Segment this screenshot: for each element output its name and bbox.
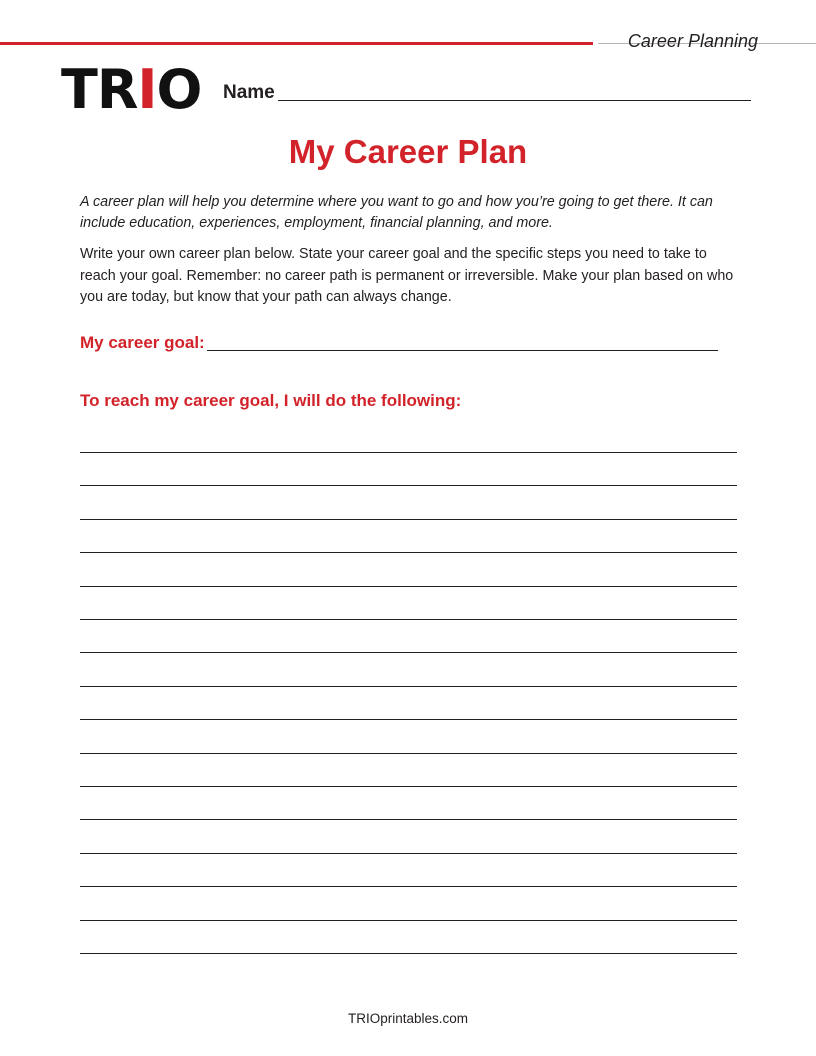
write-line[interactable] bbox=[80, 920, 737, 921]
write-line[interactable] bbox=[80, 619, 737, 620]
write-line[interactable] bbox=[80, 586, 737, 587]
steps-label: To reach my career goal, I will do the following: bbox=[80, 391, 462, 410]
write-line[interactable] bbox=[80, 886, 737, 887]
write-line[interactable] bbox=[80, 552, 737, 553]
write-line[interactable] bbox=[80, 652, 737, 653]
write-line[interactable] bbox=[80, 953, 737, 954]
write-line[interactable] bbox=[80, 853, 737, 854]
write-line[interactable] bbox=[80, 786, 737, 787]
logo-text-start: TR bbox=[61, 58, 138, 121]
write-line[interactable] bbox=[80, 819, 737, 820]
write-line[interactable] bbox=[80, 753, 737, 754]
write-line[interactable] bbox=[80, 485, 737, 486]
write-line[interactable] bbox=[80, 719, 737, 720]
logo-text-accent: I bbox=[137, 58, 157, 121]
intro-paragraph: A career plan will help you determine where you want to go and how you’re going to get there. It can include education, experiences, employment, financial planning, and more. bbox=[80, 194, 713, 231]
name-write-line[interactable] bbox=[278, 100, 751, 101]
name-label: Name bbox=[223, 82, 275, 103]
header-rule-red bbox=[0, 42, 593, 45]
logo-text-end: O bbox=[156, 58, 202, 121]
write-line[interactable] bbox=[80, 519, 737, 520]
write-line[interactable] bbox=[80, 452, 737, 453]
write-line[interactable] bbox=[80, 686, 737, 687]
trio-logo bbox=[61, 58, 202, 121]
footer-url: TRIOprintables.com bbox=[347, 1011, 469, 1026]
instructions-paragraph: Write your own career plan below. State your career goal and the specific steps you need to take to reach your goal. Remember: no career path is permanent or irreversible. Make your plan based on who you are today, but know that your path can always change. bbox=[80, 246, 734, 305]
career-goal-write-line[interactable] bbox=[207, 350, 718, 351]
header-category: Career Planning bbox=[627, 31, 758, 51]
career-goal-label: My career goal: bbox=[80, 333, 205, 352]
page-title: My Career Plan bbox=[288, 133, 528, 170]
